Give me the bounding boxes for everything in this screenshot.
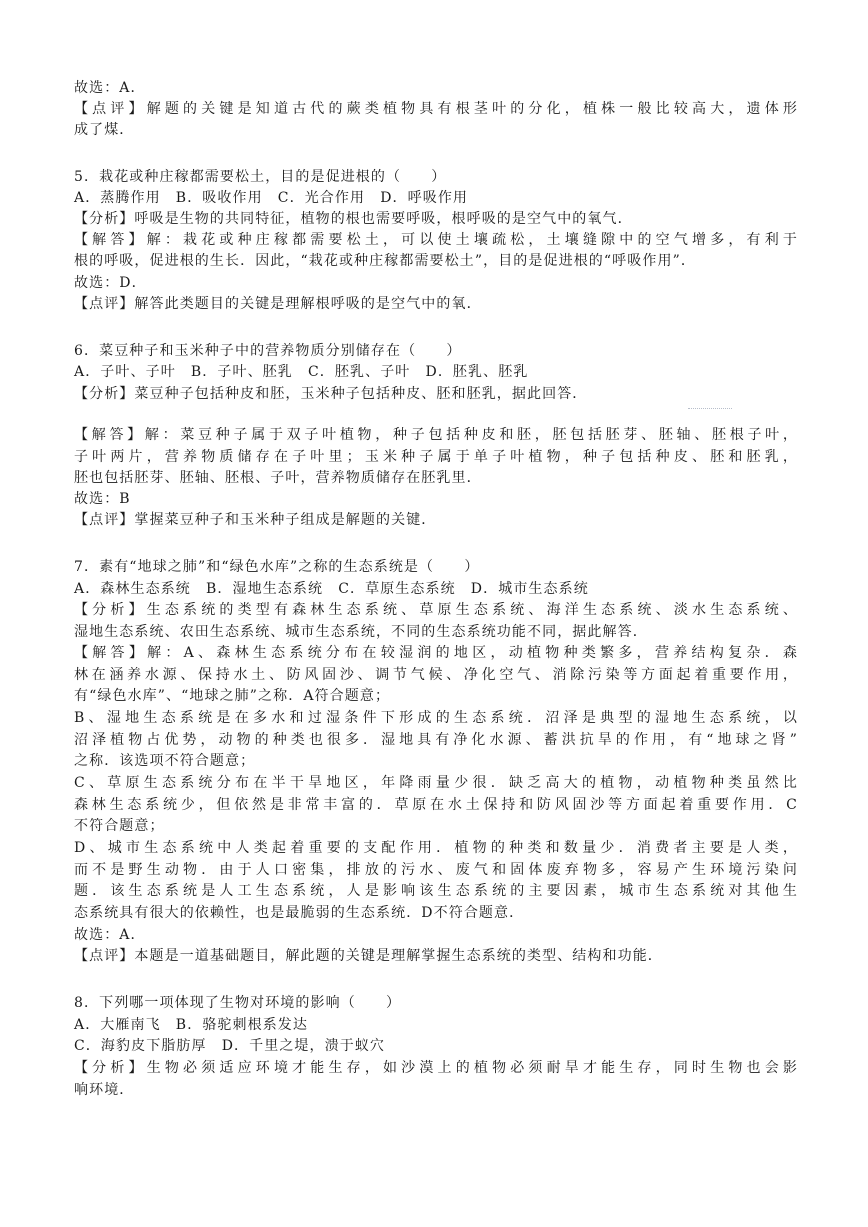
question-8-options-cd: C．海豹皮下脂肪厚 D．千里之堤，溃于蚁穴 bbox=[74, 1038, 386, 1054]
text-line: 态系统具有很大的依赖性，也是最脆弱的生态系统．D不符合题意． bbox=[74, 905, 525, 921]
text-line: 【解答】解：A、森林生态系统分布在较湿润的地区，动植物种类繁多，营养结构复杂．森 bbox=[74, 645, 798, 661]
text-line: 林在涵养水源、保持水土、防风固沙、调节气候、净化空气、消除污染等方面起着重要作用， bbox=[74, 667, 798, 683]
question-6-stem: 6．菜豆种子和玉米种子中的营养物质分别储存在（ ） bbox=[74, 343, 462, 359]
text-line: D、城市生态系统中人类起着重要的支配作用．植物的种类和数量少．消费者主要是人类， bbox=[74, 840, 798, 856]
text-line: 【分析】生态系统的类型有森林生态系统、草原生态系统、海洋生态系统、淡水生态系统、 bbox=[74, 602, 798, 618]
text-line: 故选：B bbox=[74, 491, 131, 507]
question-6-options: A．子叶、子叶 B．子叶、胚乳 C．胚乳、子叶 D．胚乳、胚乳 bbox=[74, 364, 529, 380]
text-line: 【解答】解：菜豆种子属于双子叶植物，种子包括种皮和胚，胚包括胚芽、胚轴、胚根子叶， bbox=[74, 427, 798, 443]
question-7-options: A．森林生态系统 B．湿地生态系统 C．草原生态系统 D．城市生态系统 bbox=[74, 581, 589, 597]
text-line: 故选：A． bbox=[74, 80, 146, 96]
question-7-stem: 7．素有“地球之肺”和“绿色水库”之称的生态系统是（ ） bbox=[74, 559, 480, 575]
text-line: 之称．该选项不符合题意； bbox=[74, 753, 256, 769]
text-line: 【点评】掌握菜豆种子和玉米种子组成是解题的关键． bbox=[74, 512, 437, 528]
faint-dotted-mark bbox=[688, 408, 732, 413]
text-line: 【解答】解：栽花或种庄稼都需要松土，可以使土壤疏松，土壤缝隙中的空气增多，有利于 bbox=[74, 232, 798, 248]
text-line: 【分析】生物必须适应环境才能生存，如沙漠上的植物必须耐旱才能生存，同时生物也会影 bbox=[74, 1060, 798, 1076]
text-line: 【点评】解题的关键是知道古代的蕨类植物具有根茎叶的分化，植株一般比较高大，遗体形 bbox=[74, 101, 798, 117]
text-line: 森林生态系统少，但依然是非常丰富的．草原在水土保持和防风固沙等方面起着重要作用．C bbox=[74, 797, 798, 813]
question-5-options: A．蒸腾作用 B．吸收作用 C．光合作用 D．呼吸作用 bbox=[74, 190, 469, 206]
question-8-options-ab: A．大雁南飞 B．骆驼刺根系发达 bbox=[74, 1017, 308, 1033]
text-line: 题．该生态系统是人工生态系统，人是影响该生态系统的主要因素，城市生态系统对其他生 bbox=[74, 883, 798, 899]
text-line: 沼泽植物占优势，动物的种类也很多．湿地具有净化水源、蓄洪抗旱的作用，有“地球之肾” bbox=[74, 732, 798, 748]
question-5-stem: 5．栽花或种庄稼都需要松土，目的是促进根的（ ） bbox=[74, 169, 447, 185]
text-line: C、草原生态系统分布在半干旱地区，年降雨量少很．缺乏高大的植物，动植物种类虽然比 bbox=[74, 775, 798, 791]
text-line: 胚也包括胚芽、胚轴、胚根、子叶，营养物质储存在胚乳里． bbox=[74, 470, 482, 486]
text-line: 根的呼吸，促进根的生长．因此，“栽花或种庄稼都需要松土”，目的是促进根的“呼吸作用”． bbox=[74, 253, 696, 269]
text-line: B、湿地生态系统是在多水和过湿条件下形成的生态系统．沼泽是典型的湿地生态系统，以 bbox=[74, 710, 798, 726]
question-8-stem: 8．下列哪一项体现了生物对环境的影响（ ） bbox=[74, 995, 402, 1011]
text-line: 【点评】本题是一道基础题目，解此题的关键是理解掌握生态系统的类型、结构和功能． bbox=[74, 948, 663, 964]
text-line: 而不是野生动物．由于人口密集，排放的污水、废气和固体废弃物多，容易产生环境污染问 bbox=[74, 862, 798, 878]
text-line: 响环境． bbox=[74, 1082, 135, 1098]
text-line: 不符合题意； bbox=[74, 818, 165, 834]
text-line: 故选：A． bbox=[74, 927, 146, 943]
text-line: 成了煤． bbox=[74, 122, 135, 138]
text-line: 【点评】解答此类题目的关键是理解根呼吸的是空气中的氧． bbox=[74, 296, 482, 312]
text-line: 有“绿色水库”、“地球之肺”之称．A符合题意； bbox=[74, 688, 391, 704]
text-line: 湿地生态系统、农田生态系统、城市生态系统，不同的生态系统功能不同，据此解答． bbox=[74, 624, 648, 640]
text-line: 【分析】菜豆种子包括种皮和胚，玉米种子包括种皮、胚和胚乳，据此回答． bbox=[74, 386, 588, 402]
text-line: 故选：D． bbox=[74, 275, 147, 291]
text-line: 【分析】呼吸是生物的共同特征，植物的根也需要呼吸，根呼吸的是空气中的氧气． bbox=[74, 211, 633, 227]
text-line: 子叶两片，营养物质储存在子叶里；玉米种子属于单子叶植物，种子包括种皮、胚和胚乳， bbox=[74, 449, 798, 465]
